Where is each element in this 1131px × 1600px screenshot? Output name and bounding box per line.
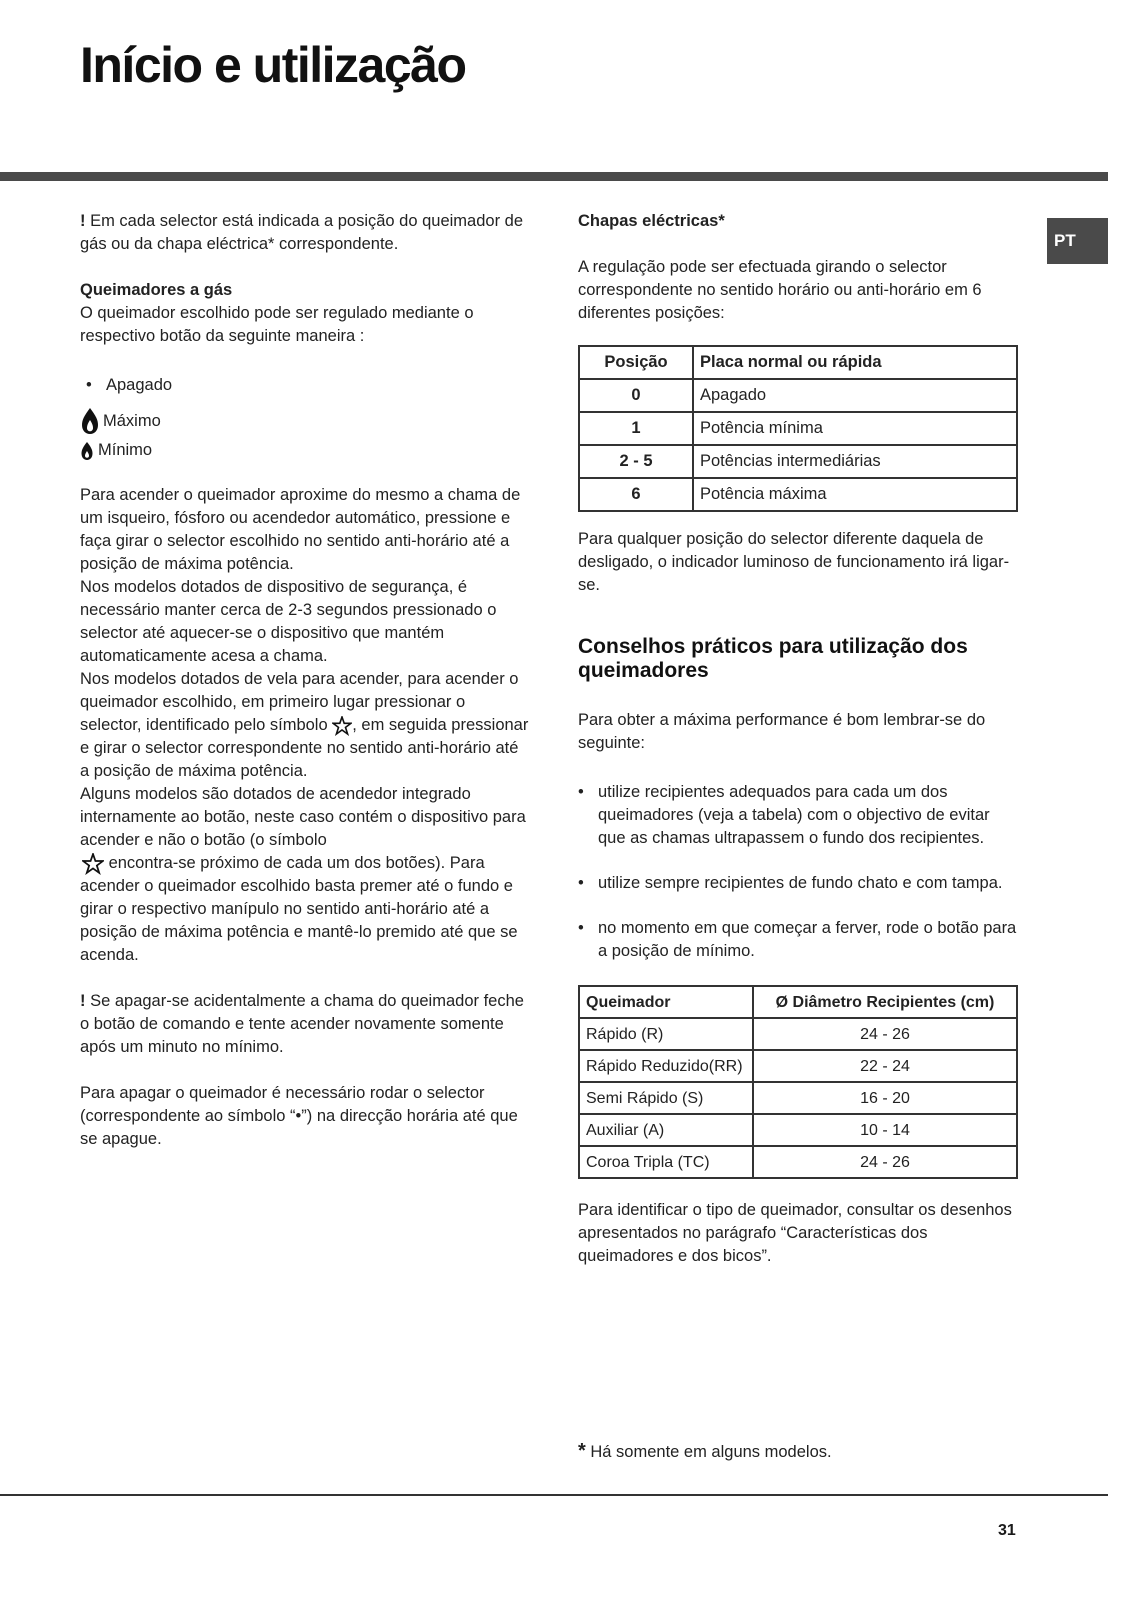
off-position-item [80,374,530,397]
table-row [579,1050,1017,1082]
turn-off-paragraph: Para apagar o queimador é necessário rodar o selector (correspondente ao símbolo “•”) na direcção horária até que se apague. [80,1084,518,1148]
description-cell: Potência mínima [693,412,1017,445]
page-title: Início e utilização [80,37,466,93]
table-row [579,445,1017,478]
diameter-cell: 24 - 26 [753,1018,1017,1050]
column-header: Ø Diâmetro Recipientes (cm) [753,986,1017,1018]
burner-diameter-table [578,985,1018,1179]
ignition-star-icon [82,853,104,875]
table-row [579,1082,1017,1114]
max-position-item [80,407,530,435]
gas-burners-intro: O queimador escolhido pode ser regulado mediante o respectivo botão da seguinte maneira : [80,304,474,345]
spark-ignition-paragraph [80,668,530,783]
table-row [579,379,1017,412]
warning-mark: ! [80,212,86,230]
spark-ignition-text-a: Nos modelos dotados de vela para acender, para acender o queimador escolhido, em primeiro lugar pressionar o selector, identificado pelo símbolo [80,670,519,734]
burner-cell: Semi Rápido (S) [579,1082,753,1114]
description-cell: Potências intermediárias [693,445,1017,478]
max-label: Máximo [103,411,161,430]
page-number: 31 [998,1522,1016,1539]
min-position-item [80,439,530,462]
burner-cell: Auxiliar (A) [579,1114,753,1146]
position-cell: 6 [579,478,693,511]
tip-item [578,917,1018,963]
ignition-star-icon [332,716,352,736]
flame-out-text: Se apagar-se acidentalmente a chama do queimador feche o botão de comando e tente acender novamente somente após um minuto no mínimo. [80,992,524,1056]
position-cell: 0 [579,379,693,412]
bullet-dot-icon: • [578,874,584,892]
hotplate-positions-table [578,345,1018,512]
right-column [578,210,1018,1268]
description-cell: Apagado [693,379,1017,412]
integrated-igniter-text-a: Alguns modelos são dotados de acendedor integrado internamente ao botão, neste caso contém o dispositivo para acender e não o botão (o símbolo [80,785,526,849]
table-row [579,478,1017,511]
integrated-igniter-text-b: encontra-se próximo de cada um dos botões). Para acender o queimador escolhido basta premer até o fundo e girar o respectivo manípulo no sentido anti-horário até a posição de máxima potência e mantê-lo premido até que se acenda. [80,854,518,964]
table-row [579,1146,1017,1178]
bullet-dot-icon: • [578,919,584,937]
safety-device-paragraph: Nos modelos dotados de dispositivo de segurança, é necessário manter cerca de 2-3 segundos pressionado o selector até aquecer-se o dispositivo que mantém automaticamente acesa a chama. [80,578,497,665]
tips-heading: Conselhos práticos para utilização dos queimadores [578,635,968,682]
footnote [578,1440,832,1463]
diameter-cell: 22 - 24 [753,1050,1017,1082]
flame-small-icon [80,441,94,461]
gas-burners-heading: Queimadores a gás [80,281,233,299]
position-cell: 1 [579,412,693,445]
left-column [80,210,530,1151]
hotplates-intro: A regulação pode ser efectuada girando o selector correspondente no sentido horário ou anti-horário em 6 diferentes posições: [578,258,982,322]
warning-mark: ! [80,992,86,1010]
tip-text: utilize sempre recipientes de fundo chato e com tampa. [598,874,1003,892]
table-row [579,1114,1017,1146]
tips-intro: Para obter a máxima performance é bom lembrar-se do seguinte: [578,711,986,752]
burner-cell: Rápido Reduzido(RR) [579,1050,753,1082]
diameter-cell: 10 - 14 [753,1114,1017,1146]
table-header-row [579,986,1017,1018]
description-cell: Potência máxima [693,478,1017,511]
tip-item [578,872,1018,895]
table-row [579,1018,1017,1050]
diameter-cell: 16 - 20 [753,1082,1017,1114]
diameter-cell: 24 - 26 [753,1146,1017,1178]
table-row [579,412,1017,445]
tip-text: utilize recipientes adequados para cada um dos queimadores (veja a tabela) com o objectivo de evitar que as chamas ultrapassem o fundo dos recipientes. [598,783,990,847]
footnote-text: Há somente em alguns modelos. [585,1443,832,1461]
tip-item [578,781,1018,850]
indicator-light-paragraph: Para qualquer posição do selector diferente daquela de desligado, o indicador luminoso de funcionamento irá ligar-se. [578,530,1010,594]
off-label: Apagado [106,376,173,394]
spark-ignition-text-b: , em seguida pressionar e girar o selector correspondente no sentido anti-horário até a posição de máxima potência. [80,716,529,780]
hotplates-heading: Chapas eléctricas* [578,212,725,230]
note-selector-indication [80,210,530,256]
position-cell: 2 - 5 [579,445,693,478]
flame-out-note [80,990,530,1059]
burner-cell: Rápido (R) [579,1018,753,1050]
asterisk-mark: * [578,1440,586,1462]
column-header: Placa normal ou rápida [693,346,1017,379]
header-rule [0,172,1108,181]
column-header: Queimador [579,986,753,1018]
bullet-dot-icon: • [578,783,584,801]
integrated-igniter-paragraph [80,783,530,967]
burner-cell: Coroa Tripla (TC) [579,1146,753,1178]
column-header: Posição [579,346,693,379]
table-header-row [579,346,1017,379]
ignite-paragraph: Para acender o queimador aproxime do mesmo a chama de um isqueiro, fósforo ou acendedor automático, pressione e faça girar o selector escolhido no sentido anti-horário até a posição de máxima potência. [80,486,521,573]
language-tab: PT [1047,218,1108,264]
min-label: Mínimo [98,441,153,459]
identify-burner-paragraph: Para identificar o tipo de queimador, consultar os desenhos apresentados no parágrafo “Características dos queimadores e dos bicos”. [578,1201,1012,1265]
note-text: Em cada selector está indicada a posição do queimador de gás ou da chapa eléctrica* correspondente. [80,212,524,253]
tip-text: no momento em que começar a ferver, rode o botão para a posição de mínimo. [598,919,1017,960]
bullet-dot-icon: • [86,376,92,394]
flame-large-icon [80,407,100,435]
footer-rule [0,1494,1108,1496]
